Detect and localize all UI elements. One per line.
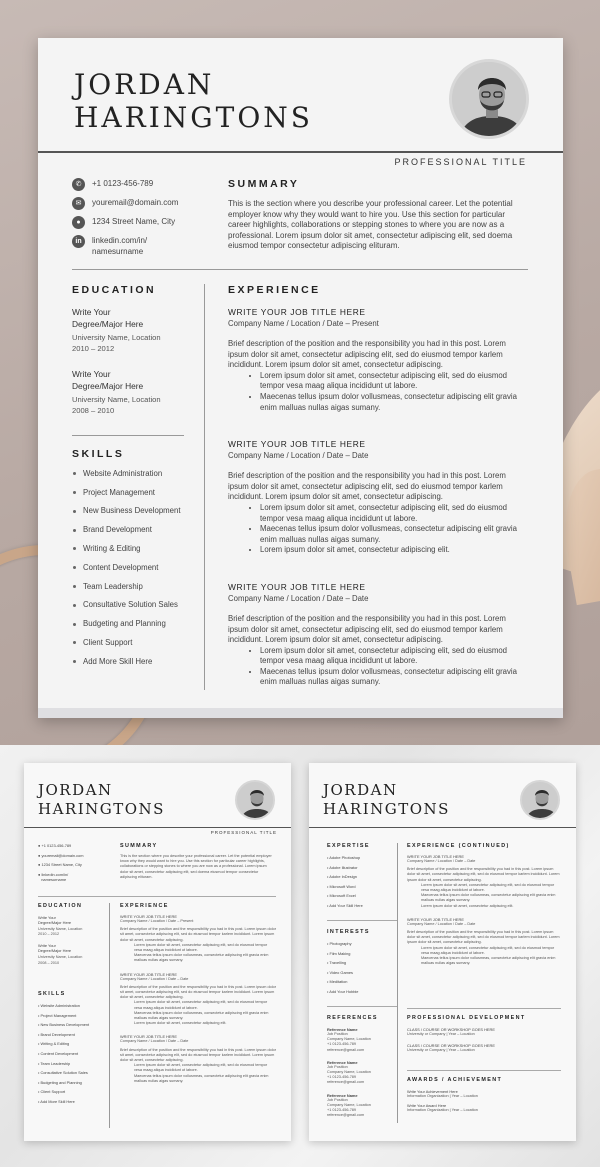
portrait-photo (452, 62, 529, 139)
job-bullet: • Maecenas tellus ipsum dolor vollusmeas, consectetur adipiscing elit gravia enim malluas nullas aigas sumany. (260, 524, 528, 545)
job-meta: Company Name / Location / Date – Date (228, 593, 369, 603)
job-title: WRITE YOUR JOB TITLE HERE (228, 439, 366, 450)
job-bullet: • Maecenas tellus ipsum dolor vollusmeas, consectetur adipiscing elit gravia enim malluas nullas aigas sumany. (260, 667, 528, 688)
thumb-awards: AWARDS / ACHIEVEMENT Write Your Achievement Here Information Organization | Year – Location Write Your Award Here Information Organization | Year – Location (407, 1077, 503, 1113)
job-bullets (260, 371, 528, 413)
skill-item: Content Development (72, 563, 192, 573)
thumb-divider (327, 1006, 397, 1007)
skills-section (72, 448, 192, 667)
thumb-professional-development: PROFESSIONAL DEVELOPMENT CLASS / COURSE OR WORKSHOP GOES HERE University or Company | Year – Location CLASS / COURSE OR WORKSHOP GOES HERE University or Company | Year – Location (407, 1015, 526, 1053)
contact-block (72, 178, 222, 263)
skill-item: Add More Skill Here (72, 657, 192, 667)
job-description: Brief description of the position and the responsibility you had in this post. Lorem ipsum dolor sit amet, consectetur adipiscing elit, sed do eiusmod tempor karlem incididunt. Lorem ipsum dolor sit amet, consectetur adipiscing. (228, 613, 506, 645)
thumb-interests: INTERESTS • Photography • Film Making • Travelling • Video Games • Meditation • Add Your Hobbie (327, 929, 370, 994)
thumb-skills: SKILLS • Website Administration • Project Management • New Business Development • Brand Development • Writing & Editing • Content Development • Team Leadership • Consultative Solution Sales • Budgeting and Planning • Client Support • Add More Skill Here (38, 991, 90, 1104)
contact-linkedin[interactable]: in linkedin.com/in/ namesurname (72, 235, 222, 257)
resume-thumbnail-page-2 (309, 763, 576, 1141)
job-title: WRITE YOUR JOB TITLE HERE (228, 307, 366, 317)
job-bullets (260, 646, 528, 688)
education-divider (72, 435, 184, 436)
resume-name (74, 68, 313, 134)
summary-heading: SUMMARY (228, 178, 300, 190)
summary-section (228, 178, 528, 252)
skills-list (72, 469, 192, 667)
thumb-education: EDUCATION Write Your Degree/Major Here University Name, Location 2010 – 2012 Write Your Degree/Major Here University Name, Location 2008 – 2010 (38, 903, 83, 965)
thumb-avatar (235, 780, 275, 820)
job-bullets (260, 503, 528, 556)
education-entry: Write Your Degree/Major Here University Name, Location 2008 – 2010 (72, 369, 161, 415)
resume-thumbnail-page-1 (24, 763, 291, 1141)
skill-item: Writing & Editing (72, 544, 192, 554)
thumb-references: REFERENCES Reference Name Job Position Company Name, Location +1 0123-456-789 reference@gmail.com Reference Name Job Position Company Name, Location +1 0123-456-789 reference@gmail.com Reference Name Job Position Company Name, Location +1 0123-456-789 reference@gmail.com (327, 1015, 378, 1118)
envelope-icon: ✉ (72, 197, 85, 210)
job-bullet: • Lorem ipsum dolor sit amet, consectetur adipiscing elit, sed do eiusmod tempor vesa maag aliqua incididunt ut labore. (260, 503, 528, 524)
column-divider (204, 284, 205, 690)
job-bullet: • Lorem ipsum dolor sit amet, consectetur adipiscing elit. (260, 545, 528, 556)
header-divider (38, 151, 563, 153)
job-entry (228, 439, 528, 556)
job-meta: Company Name / Location / Date – Date (228, 451, 369, 461)
job-description: Brief description of the position and the responsibility you had in this post. Lorem ipsum dolor sit amet, consectetur adipiscing elit, sed do eiusmod tempor karlem incididunt. Lorem ipsum dolor sit amet, consectetur adipiscing. (228, 339, 506, 370)
summary-text: This is the section where you describe your professional career. Let the potential employer know why they would want to hire you. Use this section for particular career highlights, collaborations or stepping stones to where you are now as a professional. Lorem ipsum dolor sit amet, consectetur adipiscing elit, sed doema eiusmod tempor consectetur adipiscing elituram. (228, 199, 513, 251)
experience-section (228, 284, 528, 688)
skill-item: Budgeting and Planning (72, 619, 192, 629)
thumb-divider (407, 1008, 561, 1009)
skill-item: Project Management (72, 488, 192, 498)
thumb-summary: SUMMARY This is the section where you describe your professional career. Let the potential employer know why they would want to hire you. Use this section for particular career highlights, collaborations or stepping stones to where you are now as a professional. Lorem ipsum dolor sit amet, consectetur adipiscing elit, sed doema eiusmod tempor consectetur adipiscing elituram. (120, 843, 272, 879)
avatar (449, 59, 529, 139)
first-name: JORDAN (74, 68, 215, 101)
job-title: WRITE YOUR JOB TITLE HERE (228, 581, 366, 592)
skill-item: Brand Development (72, 525, 192, 535)
job-bullet: • Maecenas tellus ipsum dolor vollusmeas, consectetur adipiscing elit gravia enim malluas nullas aigas sumany. (260, 392, 528, 413)
thumb-avatar (520, 780, 560, 820)
job-entry (228, 582, 528, 688)
job-entry (228, 307, 528, 413)
thumb-experience: EXPERIENCE WRITE YOUR JOB TITLE HERE Company Name / Location / Date – Present Brief description of the position and the responsibility you had in this post. Lorem ipsum dolor sit amet, consectetur adipiscing elit, sed do eiusmod tempor karlem incididunt. Lorem ipsum dolor sit amet, consectetur adipiscing. Lorem ipsum dolor sit amet, consectetur adipiscing elit, sed do eiusmod tempor vesa maag aliqua incididunt ut labore. Maecenas tellus ipsum dolor vollusmeas, consectetur adipiscing elit gravia enim malluas nullas aigas sumany. WRITE YOUR JOB TITLE HERE Company Name / Location / Date – Date Brief description of the position and the responsibility you had in this post. Lorem ipsum dolor sit amet, consectetur adipiscing elit, sed do eiusmod tempor karlem incididunt. Lorem ipsum dolor sit amet, consectetur adipiscing. Lorem ipsum dolor sit amet, consectetur adipiscing elit, sed do eiusmod tempor vesa maag aliqua incididunt ut labore. Maecenas tellus ipsum dolor vollusmeas, consectetur adipiscing elit gravia enim malluas nullas aigas sumany. Lorem ipsum dolor sit amet, consectetur adipiscing elit. WRITE YOUR JOB TITLE HERE Company Name / Location / Date – Date Brief description of the position and the responsibility you had in this post. Lorem ipsum dolor sit amet, consectetur adipiscing elit, sed do eiusmod tempor karlem incididunt. Lorem ipsum dolor sit amet, consectetur adipiscing. Lorem ipsum dolor sit amet, consectetur adipiscing elit, sed do eiusmod tempor vesa maag aliqua incididunt ut labore. Maecenas tellus ipsum dolor vollusmeas, consectetur adipiscing elit gravia enim malluas nullas aigas sumany. (120, 903, 276, 1083)
thumb-name: JORDAN HARINGTONS (323, 781, 450, 818)
portrait-photo (522, 782, 560, 820)
professional-title: PROFESSIONAL TITLE (394, 157, 527, 167)
thumb-experience-continued: EXPERIENCE (CONTINUED) WRITE YOUR JOB TITLE HERE Company Name / Location / Date – Date Brief description of the position and the responsibility you had in this post. Lorem ipsum dolor sit amet, consectetur adipiscing elit, sed do eiusmod tempor karlem incididunt. Lorem ipsum dolor sit amet, consectetur adipiscing. Lorem ipsum dolor sit amet, consectetur adipiscing elit, sed do eiusmod tempor vesa maag aliqua incididunt ut labore. Maecenas tellus ipsum dolor vollusmeas, consectetur adipiscing elit gravia enim malluas nullas aigas sumany. Lorem ipsum dolor sit amet, consectetur adipiscing elit. WRITE YOUR JOB TITLE HERE Company Name / Location / Date – Date Brief description of the position and the responsibility you had in this post. Lorem ipsum dolor sit amet, consectetur adipiscing elit, sed do eiusmod tempor karlem incididunt. Lorem ipsum dolor sit amet, consectetur adipiscing. Lorem ipsum dolor sit amet, consectetur adipiscing elit, sed do eiusmod tempor vesa maag aliqua incididunt ut labore. Maecenas tellus ipsum dolor vollusmeas, consectetur adipiscing elit gravia enim malluas nullas aigas sumany. (407, 843, 560, 966)
education-entry: Write Your Degree/Major Here University Name, Location 2010 – 2012 (72, 307, 161, 353)
experience-heading: EXPERIENCE (228, 284, 321, 296)
thumb-professional-title: PROFESSIONAL TITLE (210, 830, 277, 835)
resume-page-main (38, 38, 563, 718)
skill-item: Team Leadership (72, 582, 192, 592)
thumb-header-divider (24, 827, 291, 828)
thumb-name: JORDAN HARINGTONS (38, 781, 165, 818)
skill-item: New Business Development (72, 506, 192, 516)
page-footer-band (38, 708, 563, 718)
skill-item: Consultative Solution Sales (72, 600, 192, 610)
skills-heading: SKILLS (72, 448, 125, 460)
skill-item: Client Support (72, 638, 192, 648)
thumb-header-divider (309, 827, 576, 828)
last-name: HARINGTONS (74, 101, 313, 134)
job-meta: Company Name / Location / Date – Present (228, 319, 379, 328)
thumb-column-divider (109, 903, 110, 1128)
job-bullet: • Lorem ipsum dolor sit amet, consectetur adipiscing elit, sed do eiusmod tempor vesa maag aliqua incididunt ut labore. (260, 646, 528, 667)
education-section (72, 284, 187, 416)
portrait-photo (237, 782, 275, 820)
thumb-column-divider (397, 843, 398, 1123)
thumb-divider (327, 920, 397, 921)
phone-icon: ✆ (72, 178, 85, 191)
linkedin-icon: in (72, 235, 85, 248)
contact-address: ● 1234 Street Name, City (72, 216, 222, 229)
contact-phone: ✆ +1 0123-456-789 (72, 178, 222, 191)
section-divider (72, 269, 528, 270)
job-bullet: • Lorem ipsum dolor sit amet, consectetur adipiscing elit, sed do eiusmod tempor vesa maag aliqua incididunt ut labore. (260, 371, 528, 392)
map-pin-icon: ● (72, 216, 85, 229)
job-description: Brief description of the position and the responsibility you had in this post. Lorem ipsum dolor sit amet, consectetur adipiscing elit, sed do eiusmod tempor karlem incididunt. Lorem ipsum dolor sit amet, consectetur adipiscing. (228, 471, 506, 502)
thumb-contact: ● +1 0123-456-789 ● youremail@domain.com ● 1234 Street Name, City ● linkedin.com/in/ namesurname (38, 843, 84, 882)
education-heading: EDUCATION (72, 284, 157, 296)
thumb-divider (407, 1070, 561, 1071)
skill-item: Website Administration (72, 469, 192, 479)
thumb-section-divider (38, 896, 276, 897)
thumb-expertise: EXPERTISE • Adobe Photoshop • Adobe Illustrator • Adobe InDesign • Microsoft Word • Microsoft Excel • Add Your Skill Here (327, 843, 370, 908)
contact-email[interactable]: ✉ youremail@domain.com (72, 197, 222, 210)
